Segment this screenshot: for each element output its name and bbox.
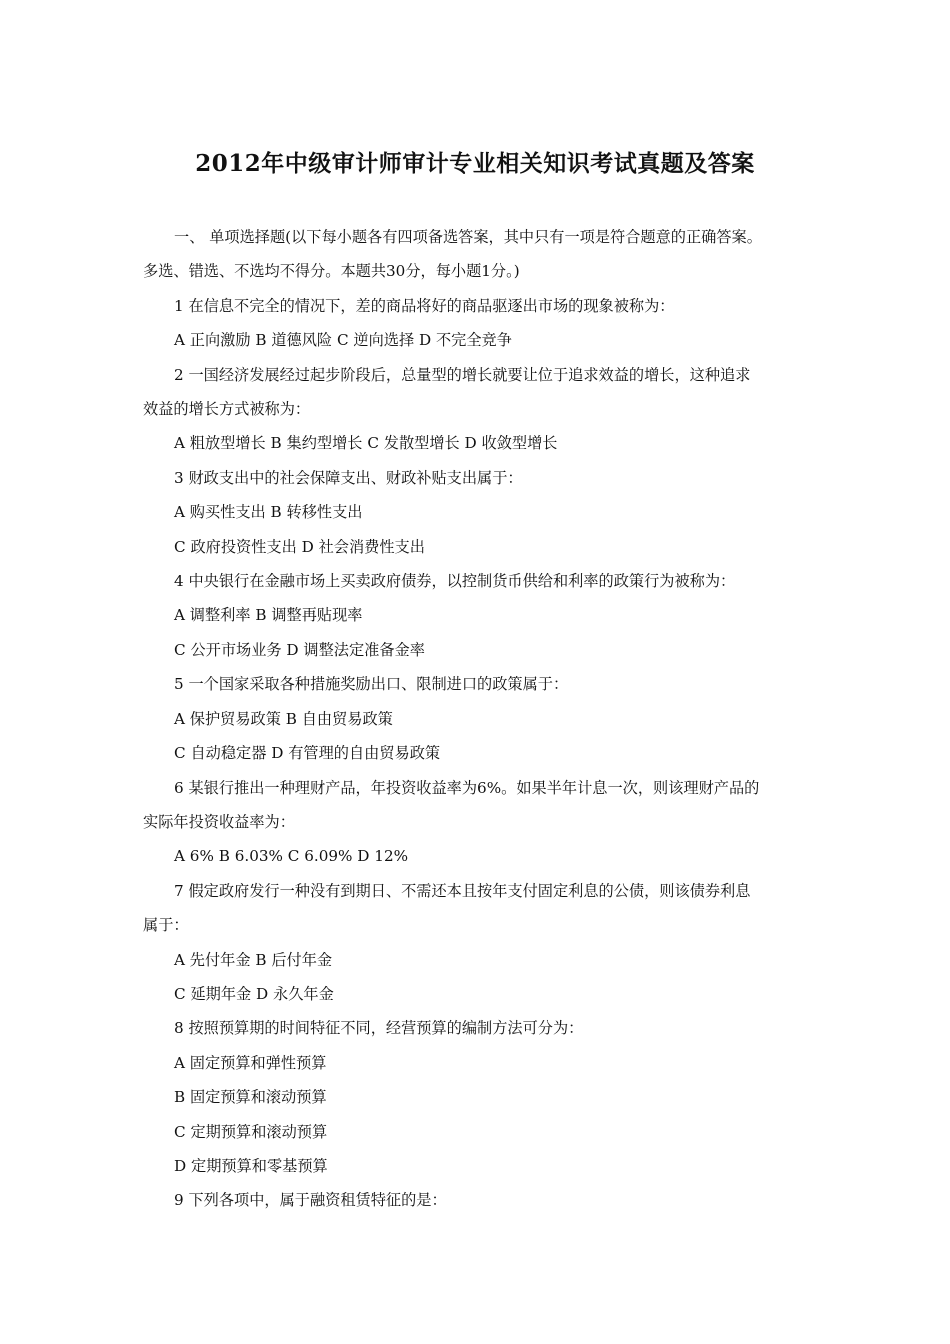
answer-options: A 固定预算和弹性预算 bbox=[174, 1053, 327, 1072]
answer-options: A 保护贸易政策 B 自由贸易政策 bbox=[174, 709, 393, 728]
answer-options: A 购买性支出 B 转移性支出 bbox=[174, 503, 363, 522]
question-list bbox=[143, 289, 808, 1218]
answer-options: C 公开市场业务 D 调整法定准备金率 bbox=[174, 640, 425, 659]
section-intro-line: 多选、错选、不选均不得分。本题共30分，每小题1分。) bbox=[143, 262, 520, 281]
question-stem: 1 在信息不完全的情况下，差的商品将好的商品驱逐出市场的现象被称为： bbox=[174, 296, 675, 315]
question-stem: 9 下列各项中，属于融资租赁特征的是： bbox=[174, 1191, 447, 1210]
answer-options: A 6% B 6.03% C 6.09% D 12% bbox=[174, 847, 409, 866]
question-stem: 3 财政支出中的社会保障支出、财政补贴支出属于： bbox=[174, 468, 523, 487]
answer-options: C 定期预算和滚动预算 bbox=[174, 1122, 328, 1141]
answer-options: A 调整利率 B 调整再贴现率 bbox=[174, 606, 363, 625]
question-item bbox=[143, 667, 808, 701]
question-stem: 实际年投资收益率为： bbox=[143, 812, 295, 831]
question-stem: 属于： bbox=[143, 916, 189, 935]
question-item bbox=[143, 1011, 808, 1045]
answer-options: C 政府投资性支出 D 社会消费性支出 bbox=[174, 537, 425, 556]
question-stem: 7 假定政府发行一种没有到期日、不需还本且按年支付固定利息的公债，则该债券利息 bbox=[174, 881, 751, 900]
answer-options: C 自动稳定器 D 有管理的自由贸易政策 bbox=[174, 744, 441, 763]
question-stem: 4 中央银行在金融市场上买卖政府债券，以控制货币供给和利率的政策行为被称为： bbox=[174, 572, 736, 591]
question-item bbox=[143, 461, 808, 495]
question-item bbox=[143, 564, 808, 598]
answer-options: A 先付年金 B 后付年金 bbox=[174, 950, 333, 969]
question-stem: 2 一国经济发展经过起步阶段后，总量型的增长就要让位于追求效益的增长，这种追求 bbox=[174, 365, 751, 384]
document-body bbox=[143, 220, 808, 1218]
answer-options: A 正向激励 B 道德风险 C 逆向选择 D 不完全竞争 bbox=[174, 331, 512, 350]
question-stem: 5 一个国家采取各种措施奖励出口、限制进口的政策属于： bbox=[174, 675, 569, 694]
question-item bbox=[143, 771, 808, 840]
answer-options: D 定期预算和零基预算 bbox=[174, 1156, 328, 1175]
question-stem: 效益的增长方式被称为： bbox=[143, 400, 311, 419]
answer-options: A 粗放型增长 B 集约型增长 C 发散型增长 D 收敛型增长 bbox=[174, 434, 558, 453]
answer-options: C 延期年金 D 永久年金 bbox=[174, 984, 334, 1003]
question-stem: 6 某银行推出一种理财产品，年投资收益率为6%。如果半年计息一次，则该理财产品的 bbox=[174, 778, 760, 797]
page-title: 2012年中级审计师审计专业相关知识考试真题及答案 bbox=[195, 150, 755, 177]
answer-options: B 固定预算和滚动预算 bbox=[174, 1088, 327, 1107]
section-intro bbox=[143, 220, 808, 289]
question-item bbox=[143, 358, 808, 427]
question-stem: 8 按照预算期的时间特征不同，经营预算的编制方法可分为： bbox=[174, 1019, 584, 1038]
question-item bbox=[143, 1183, 808, 1217]
question-item bbox=[143, 874, 808, 943]
section-intro-line: 一、 单项选择题(以下每小题各有四项备选答案，其中只有一项是符合题意的正确答案。 bbox=[174, 228, 762, 246]
question-item bbox=[143, 289, 808, 323]
